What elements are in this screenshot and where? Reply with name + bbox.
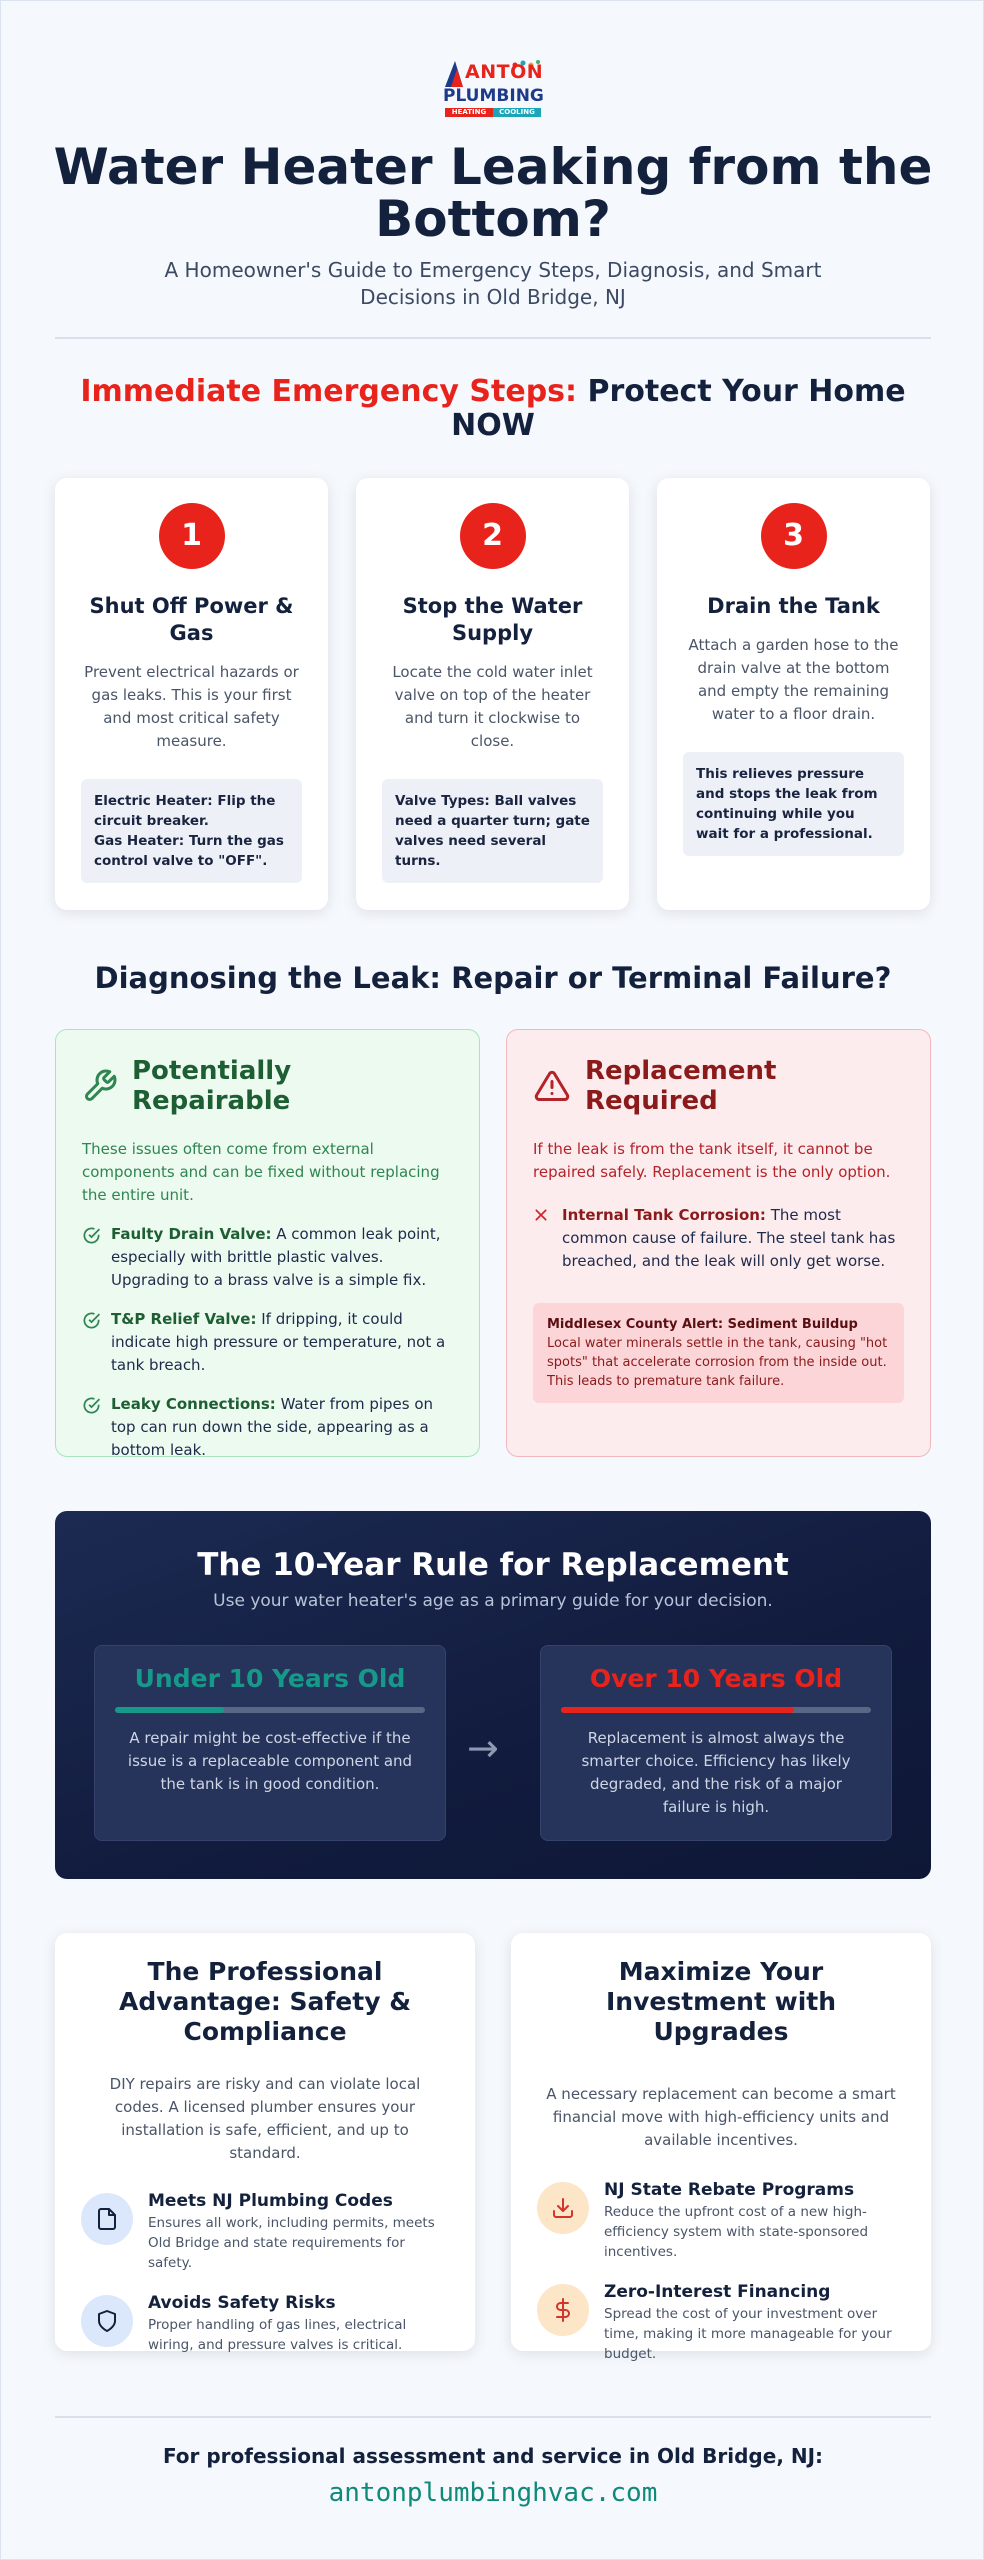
replacement-panel <box>506 1029 931 1457</box>
feature-item <box>81 2293 449 2355</box>
feature-text: Reduce the upfront cost of a new high-efficiency system with state-sponsored incentives. <box>604 2204 869 2260</box>
repairable-panel <box>55 1029 480 1457</box>
step-title: Stop the Water Supply <box>402 594 583 645</box>
over-10-desc: Replacement is almost always the smarter choice. Efficiency has likely degraded, and the risk of a major failure is high. <box>581 1729 851 1816</box>
feature-title: Avoids Safety Risks <box>148 2293 336 2313</box>
page-title: Water Heater Leaking from the Bottom? <box>53 138 933 248</box>
investment-card <box>511 1933 931 2362</box>
download-icon <box>551 2196 575 2220</box>
step-description: Attach a garden hose to the drain valve at the bottom and empty the remaining water to a floor drain. <box>688 636 899 723</box>
item-text: If dripping, it could indicate high pressure or temperature, not a tank breach. <box>111 1310 446 1374</box>
replacement-title: Replacement Required <box>585 1056 777 1116</box>
emergency-heading-red: Immediate Emergency Steps: <box>80 374 578 409</box>
investment-desc: A necessary replacement can become a smart financial move with high-efficiency units and available incentives. <box>546 2085 896 2149</box>
under-10-desc: A repair might be cost-effective if the issue is a replaceable component and the tank is in good condition. <box>127 1729 413 1793</box>
under-10-bar <box>115 1707 425 1713</box>
professional-advantage-card <box>55 1933 475 2351</box>
repairable-title: Potentially Repairable <box>132 1056 292 1116</box>
item-text: A common leak point, especially with brittle plastic valves. Upgrading to a brass valve is a simple fix. <box>111 1225 441 1289</box>
ten-year-rule-section <box>55 1511 931 1879</box>
footer-divider <box>55 2416 931 2418</box>
step-number-badge: 2 <box>460 503 526 569</box>
item-label: Internal Tank Corrosion: <box>562 1206 766 1224</box>
step-description: Locate the cold water inlet valve on top of the heater and turn it clockwise to close. <box>392 663 593 750</box>
list-item <box>82 1308 453 1377</box>
ten-year-title: The 10-Year Rule for Replacement <box>197 1547 789 1583</box>
step-number-badge: 1 <box>159 503 225 569</box>
ten-year-subtitle: Use your water heater's age as a primary guide for your decision. <box>213 1591 773 1611</box>
investment-title: Maximize Your Investment with Upgrades <box>605 1957 837 2046</box>
item-text: Water from pipes on top can run down the side, appearing as a bottom leak. <box>111 1395 434 1459</box>
website-link[interactable]: antonplumbinghvac.com <box>328 2478 658 2508</box>
anton-plumbing-logo <box>443 59 543 121</box>
dollar-icon <box>551 2298 575 2322</box>
list-item <box>82 1393 453 1462</box>
step-card-1 <box>55 478 328 910</box>
under-10-title: Under 10 Years Old <box>134 1664 406 1693</box>
step-title: Drain the Tank <box>707 594 880 618</box>
document-icon <box>95 2207 119 2231</box>
feature-text: Spread the cost of your investment over time, making it more manageable for your budget. <box>604 2306 892 2362</box>
feature-item <box>81 2191 449 2273</box>
logo-cooling-text: COOLING <box>493 108 541 117</box>
step-number-badge: 3 <box>761 503 827 569</box>
sediment-alert-box <box>533 1303 904 1403</box>
check-circle-icon <box>82 1396 101 1415</box>
over-10-bar-fill <box>561 1707 794 1713</box>
list-item <box>82 1223 453 1292</box>
check-circle-icon <box>82 1311 101 1330</box>
over-10-card <box>540 1645 892 1841</box>
emergency-heading <box>55 375 931 443</box>
under-10-card <box>94 1645 446 1841</box>
page-subtitle: A Homeowner's Guide to Emergency Steps, Diagnosis, and Smart Decisions in Old Bridge, NJ <box>164 258 822 309</box>
logo-plumbing-text: PLUMBING <box>443 86 544 106</box>
step-title: Shut Off Power & Gas <box>89 594 294 645</box>
step-note: Electric Heater: Flip the circuit breaker. Gas Heater: Turn the gas control valve to "OFF". <box>81 779 302 883</box>
footer-text: For professional assessment and service in Old Bridge, NJ: <box>162 2444 824 2468</box>
feature-title: NJ State Rebate Programs <box>604 2180 855 2200</box>
over-10-title: Over 10 Years Old <box>589 1664 843 1693</box>
item-label: Leaky Connections: <box>111 1395 276 1413</box>
warning-triangle-icon <box>533 1068 571 1104</box>
alert-title: Middlesex County Alert: Sediment Buildup <box>547 1317 858 1332</box>
feature-text: Ensures all work, including permits, meets Old Bridge and state requirements for safety. <box>148 2215 435 2271</box>
step-card-3 <box>657 478 930 910</box>
shield-icon <box>95 2309 119 2333</box>
feature-text: Proper handling of gas lines, electrical wiring, and pressure valves is critical. <box>148 2317 407 2353</box>
step-card-2 <box>356 478 629 910</box>
professional-title: The Professional Advantage: Safety & Compliance <box>118 1957 412 2046</box>
item-label: T&P Relief Valve: <box>111 1310 257 1328</box>
alert-text: Local water minerals settle in the tank, causing "hot spots" that accelerate corrosion from the inside out. This leads to premature tank failure. <box>547 1336 888 1389</box>
professional-desc: DIY repairs are risky and can violate local codes. A licensed plumber ensures your installation is safe, efficient, and up to standard. <box>109 2075 421 2162</box>
repairable-intro: These issues often come from external components and can be fixed without replacing the entire unit. <box>82 1140 440 1204</box>
header-divider <box>55 337 931 339</box>
item-text: The most common cause of failure. The steel tank has breached, and the leak will only get worse. <box>562 1206 896 1270</box>
feature-title: Meets NJ Plumbing Codes <box>148 2191 393 2211</box>
step-note: This relieves pressure and stops the leak from continuing while you wait for a professional. <box>683 752 904 856</box>
emergency-heading-dark: Protect Your Home NOW <box>451 374 906 443</box>
logo-anton-text: ANTON <box>465 61 544 83</box>
x-mark-icon <box>533 1207 549 1223</box>
diagnosis-heading: Diagnosing the Leak: Repair or Terminal Failure? <box>94 961 892 995</box>
list-item <box>533 1204 904 1273</box>
over-10-bar <box>561 1707 871 1713</box>
logo-heating-text: HEATING <box>445 108 493 117</box>
step-description: Prevent electrical hazards or gas leaks. This is your first and most critical safety measure. <box>84 663 299 750</box>
feature-title: Zero-Interest Financing <box>604 2282 831 2302</box>
feature-item <box>537 2282 905 2364</box>
replacement-intro: If the leak is from the tank itself, it cannot be repaired safely. Replacement is the only option. <box>533 1140 891 1181</box>
feature-item <box>537 2180 905 2262</box>
under-10-bar-fill <box>115 1707 224 1713</box>
step-note: Valve Types: Ball valves need a quarter turn; gate valves need several turns. <box>382 779 603 883</box>
arrow-right-icon: → <box>467 1726 499 1770</box>
wrench-icon <box>82 1068 118 1104</box>
check-circle-icon <box>82 1226 101 1245</box>
item-label: Faulty Drain Valve: <box>111 1225 272 1243</box>
